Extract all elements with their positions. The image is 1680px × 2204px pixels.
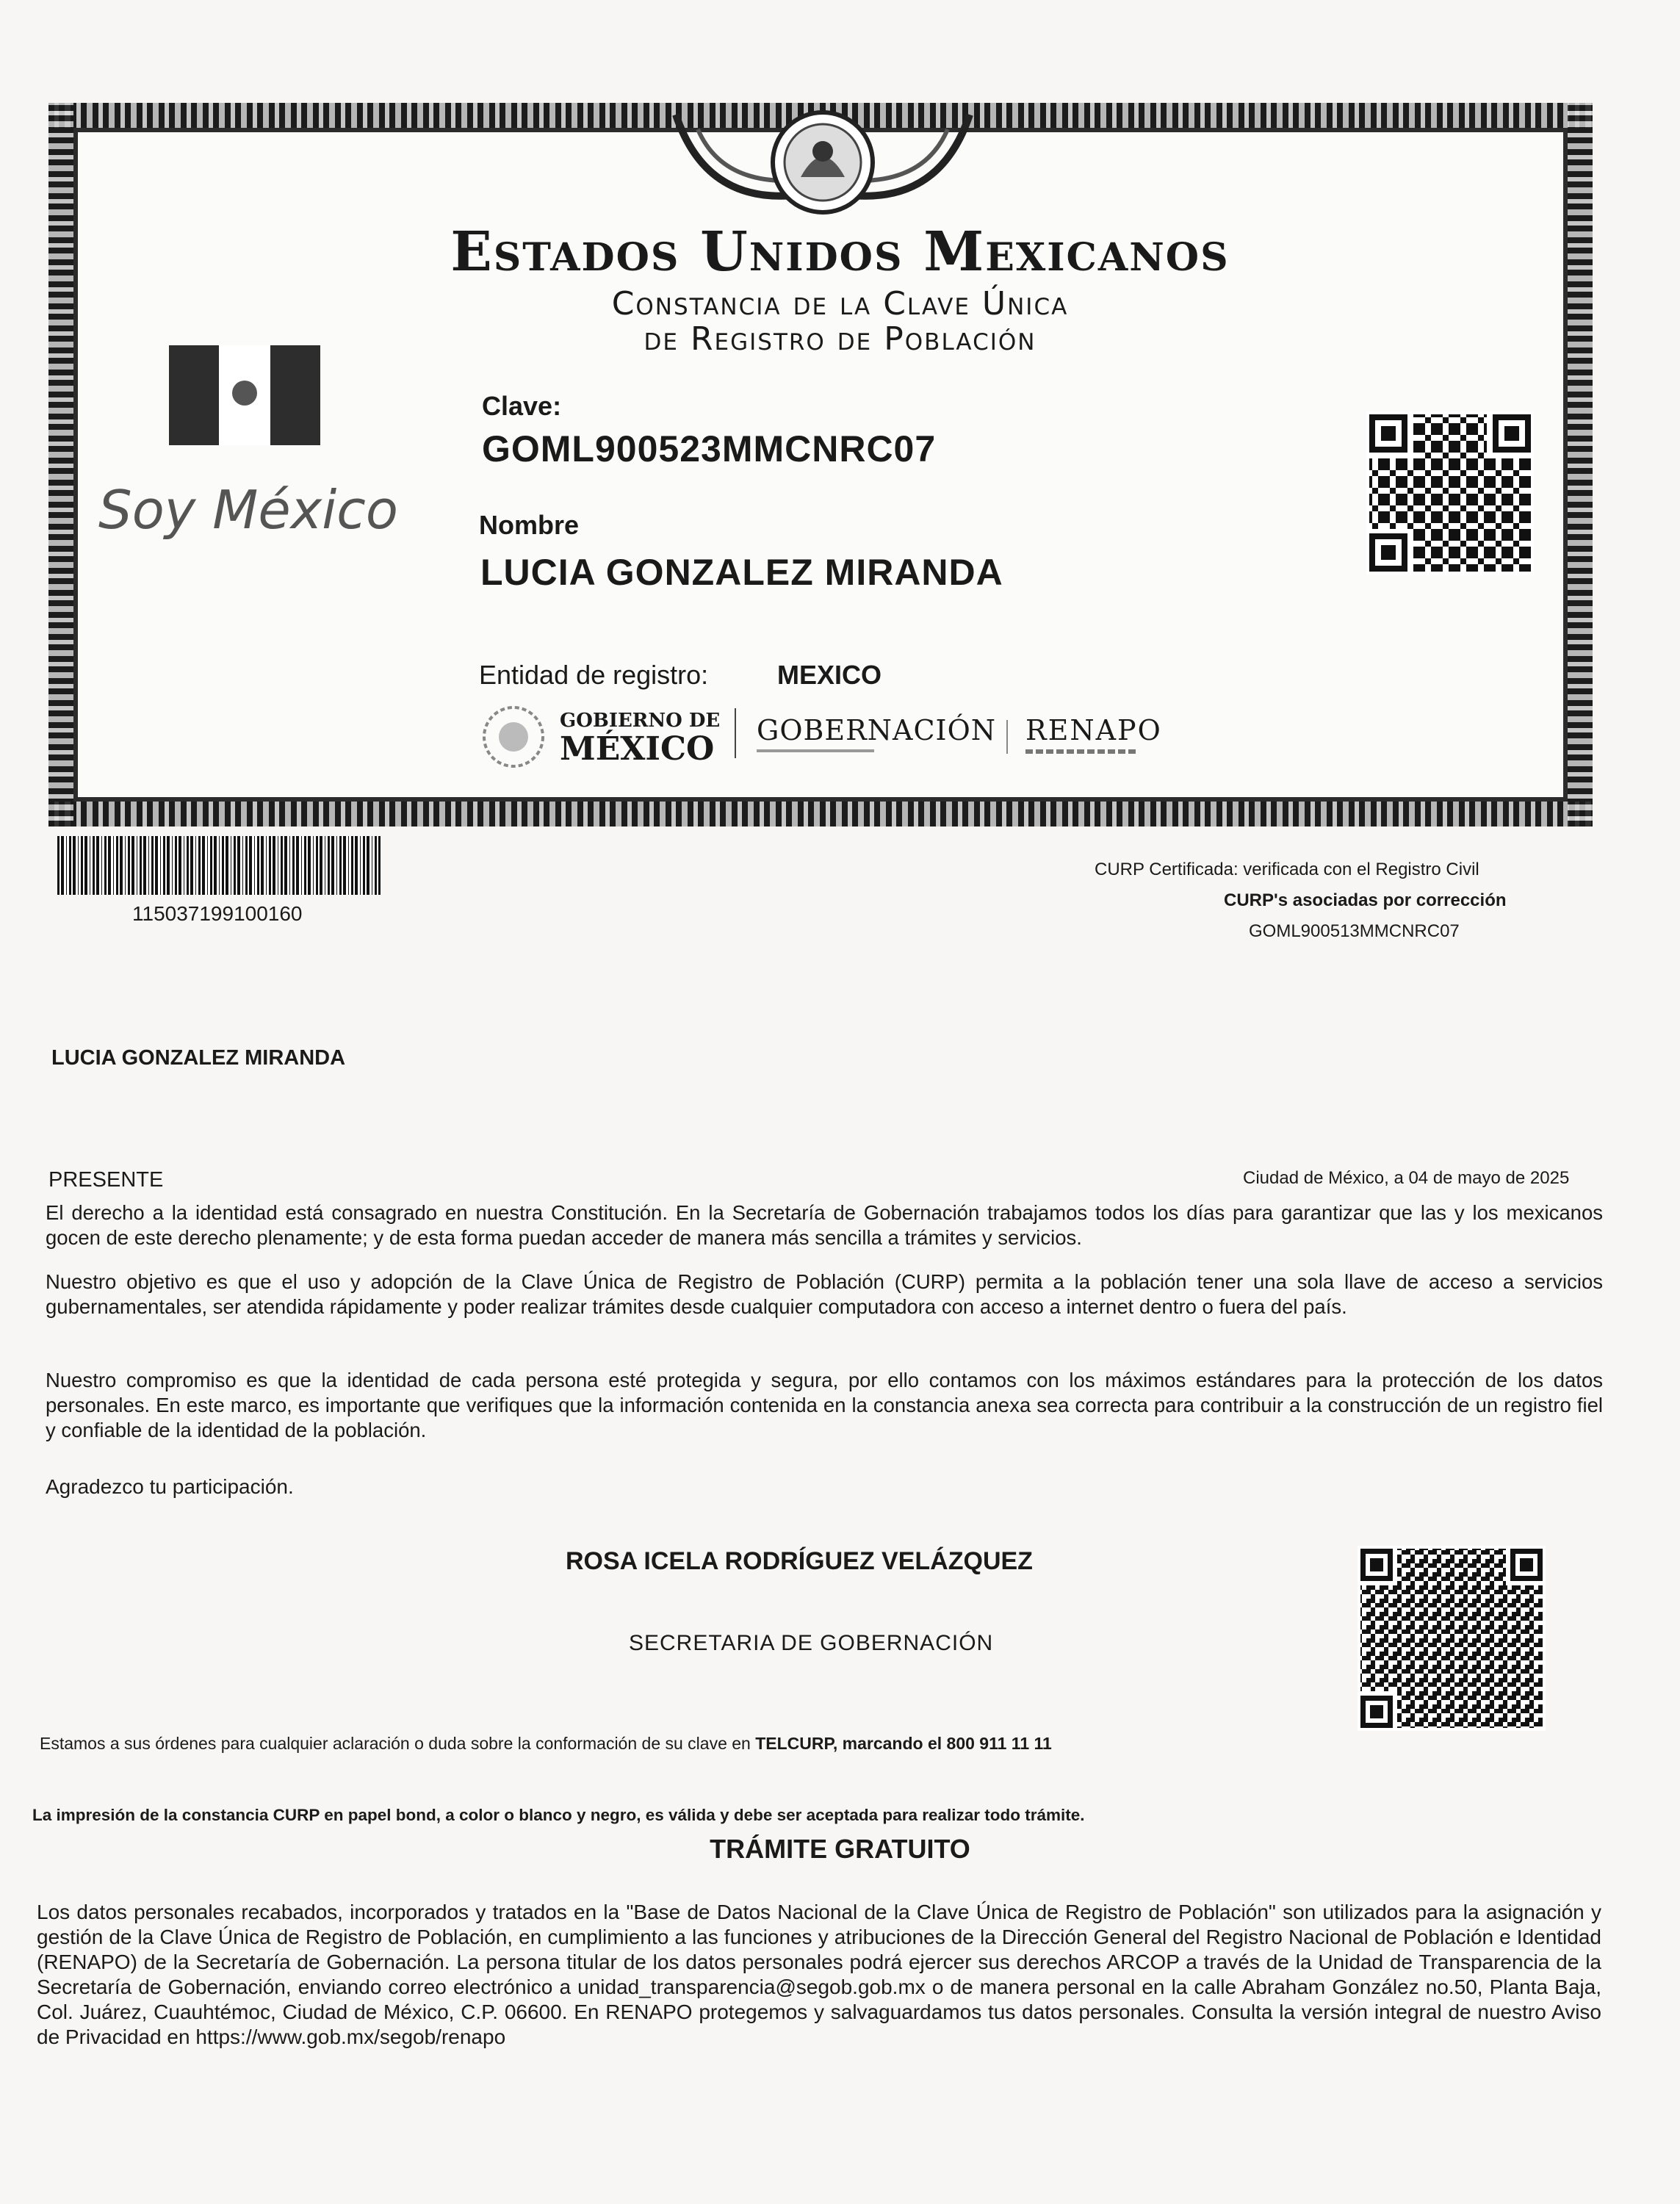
nombre-label: Nombre	[479, 510, 580, 540]
gobierno-seal-icon	[480, 704, 547, 770]
document-subtitle-line2: de Registro de Población	[643, 320, 1037, 358]
frame-pattern-bottom	[48, 802, 1593, 826]
coat-of-arms-icon	[661, 107, 984, 225]
logo-gobierno-line1: GOBIERNO DE	[560, 710, 721, 732]
frame-pattern-left	[48, 103, 73, 826]
logo-renapo: RENAPO	[1025, 714, 1162, 746]
paragraph-2: Nuestro objetivo es que el uso y adopción de la Clave Única de Registro de Población (CURP) permita a la población tener una sola llave de acceso a servicios gubernamentales, ser atendida rápidamente y poder realizar trámites desde cualquier computadora con acceso a internet dentro o fuera del país.	[46, 1270, 1603, 1318]
barcode	[57, 836, 381, 895]
clave-label: Clave:	[482, 391, 562, 421]
logo-divider-2	[1006, 720, 1008, 754]
privacy-notice: Los datos personales recabados, incorporados y tratados en la "Base de Datos Nacional de la Clave Única de Registro de Población" son utilizados para la asignación y gestión de la Clave Única de Registro de Población, en cumplimiento a las funciones y atribuciones de la Dirección General del Registro Nacional de Población e Identidad (RENAPO) de la Secretaría de Gobernación. La persona titular de los datos personales podrá ejercer sus derechos ARCOP a través de la Unidad de Transparencia de la Secretaría de Gobernación, enviando correo electrónico a unidad_transparencia@segob.gob.mx o de manera personal en la calle Abraham González no.50, Planta Baja, Col. Juárez, Cuauhtémoc, Ciudad de México, C.P. 06600. En RENAPO protegemos y salvaguardamos tus datos personales. Consulta la versión integral de nuestro Aviso de Privacidad en https://www.gob.mx/segob/renapo	[37, 1901, 1601, 2048]
barcode-number: 115037199100160	[132, 902, 303, 925]
clave-value: GOML900523MMCNRC07	[482, 428, 937, 469]
paragraph-3: Nuestro compromiso es que la identidad de cada persona esté protegida y segura, por ello contamos con los máximos estándares para la protección de los datos personales. En este marco, es importante que verifiques que la información contenida en la constancia anexa sea correcta para contribuir a la construcción de un registro fiel y confiable de la identidad de la población.	[46, 1369, 1603, 1441]
logo-gobierno-line2: MÉXICO	[560, 730, 715, 768]
entidad-label: Entidad de registro:	[479, 660, 709, 690]
soy-mexico-brand: Soy México	[98, 479, 398, 541]
paragraph-1: El derecho a la identidad está consagrado en nuestra Constitución. En la Secretaría de Gobernación trabajamos todos los días para garantizar que las y los mexicanos gocen de este derecho plenamente; y de esta forma puedan acceder de manera más sencilla a trámites y servicios.	[46, 1201, 1603, 1249]
curp-associated-label: CURP's asociadas por corrección	[1224, 890, 1507, 910]
telcurp-phone: TELCURP, marcando el 800 911 11 11	[755, 1734, 1052, 1753]
curp-associated-value: GOML900513MMCNRC07	[1249, 921, 1460, 941]
place-date: Ciudad de México, a 04 de mayo de 2025	[1243, 1168, 1570, 1188]
document-title: Estados Unidos Mexicanos	[450, 220, 1230, 284]
nombre-value: LUCIA GONZALEZ MIRANDA	[480, 552, 1003, 593]
signer-name: ROSA ICELA RODRÍGUEZ VELÁZQUEZ	[566, 1547, 1033, 1575]
curp-certified-text: CURP Certificada: verificada con el Registro Civil	[1095, 860, 1479, 879]
closing: Agradezco tu participación.	[46, 1475, 294, 1498]
contact-line	[40, 1734, 1052, 1754]
frame-pattern-right	[1568, 103, 1593, 826]
logo-divider	[735, 708, 736, 758]
free-procedure-notice: TRÁMITE GRATUITO	[710, 1834, 970, 1864]
recipient-name: LUCIA GONZALEZ MIRANDA	[51, 1046, 346, 1070]
logo-renapo-rule	[1025, 749, 1136, 754]
validity-note: La impresión de la constancia CURP en papel bond, a color o blanco y negro, es válida y debe ser aceptada para realizar todo trámite.	[32, 1806, 1085, 1824]
logo-gobernacion: GOBERNACIÓN	[757, 714, 996, 746]
contact-text: Estamos a sus órdenes para cualquier aclaración o duda sobre la conformación de su clave en	[40, 1734, 756, 1753]
signer-title: SECRETARIA DE GOBERNACIÓN	[629, 1631, 994, 1655]
logo-gobernacion-rule	[757, 749, 874, 752]
certificate-qr-code	[1366, 411, 1534, 575]
salutation: PRESENTE	[48, 1168, 164, 1192]
logo-gobierno-de-mexico	[560, 710, 720, 767]
mexico-flag-icon	[169, 345, 320, 445]
document-subtitle-line1: Constancia de la Clave Única	[611, 285, 1069, 323]
signature-qr-code	[1358, 1546, 1546, 1731]
entidad-value: MEXICO	[777, 660, 882, 690]
